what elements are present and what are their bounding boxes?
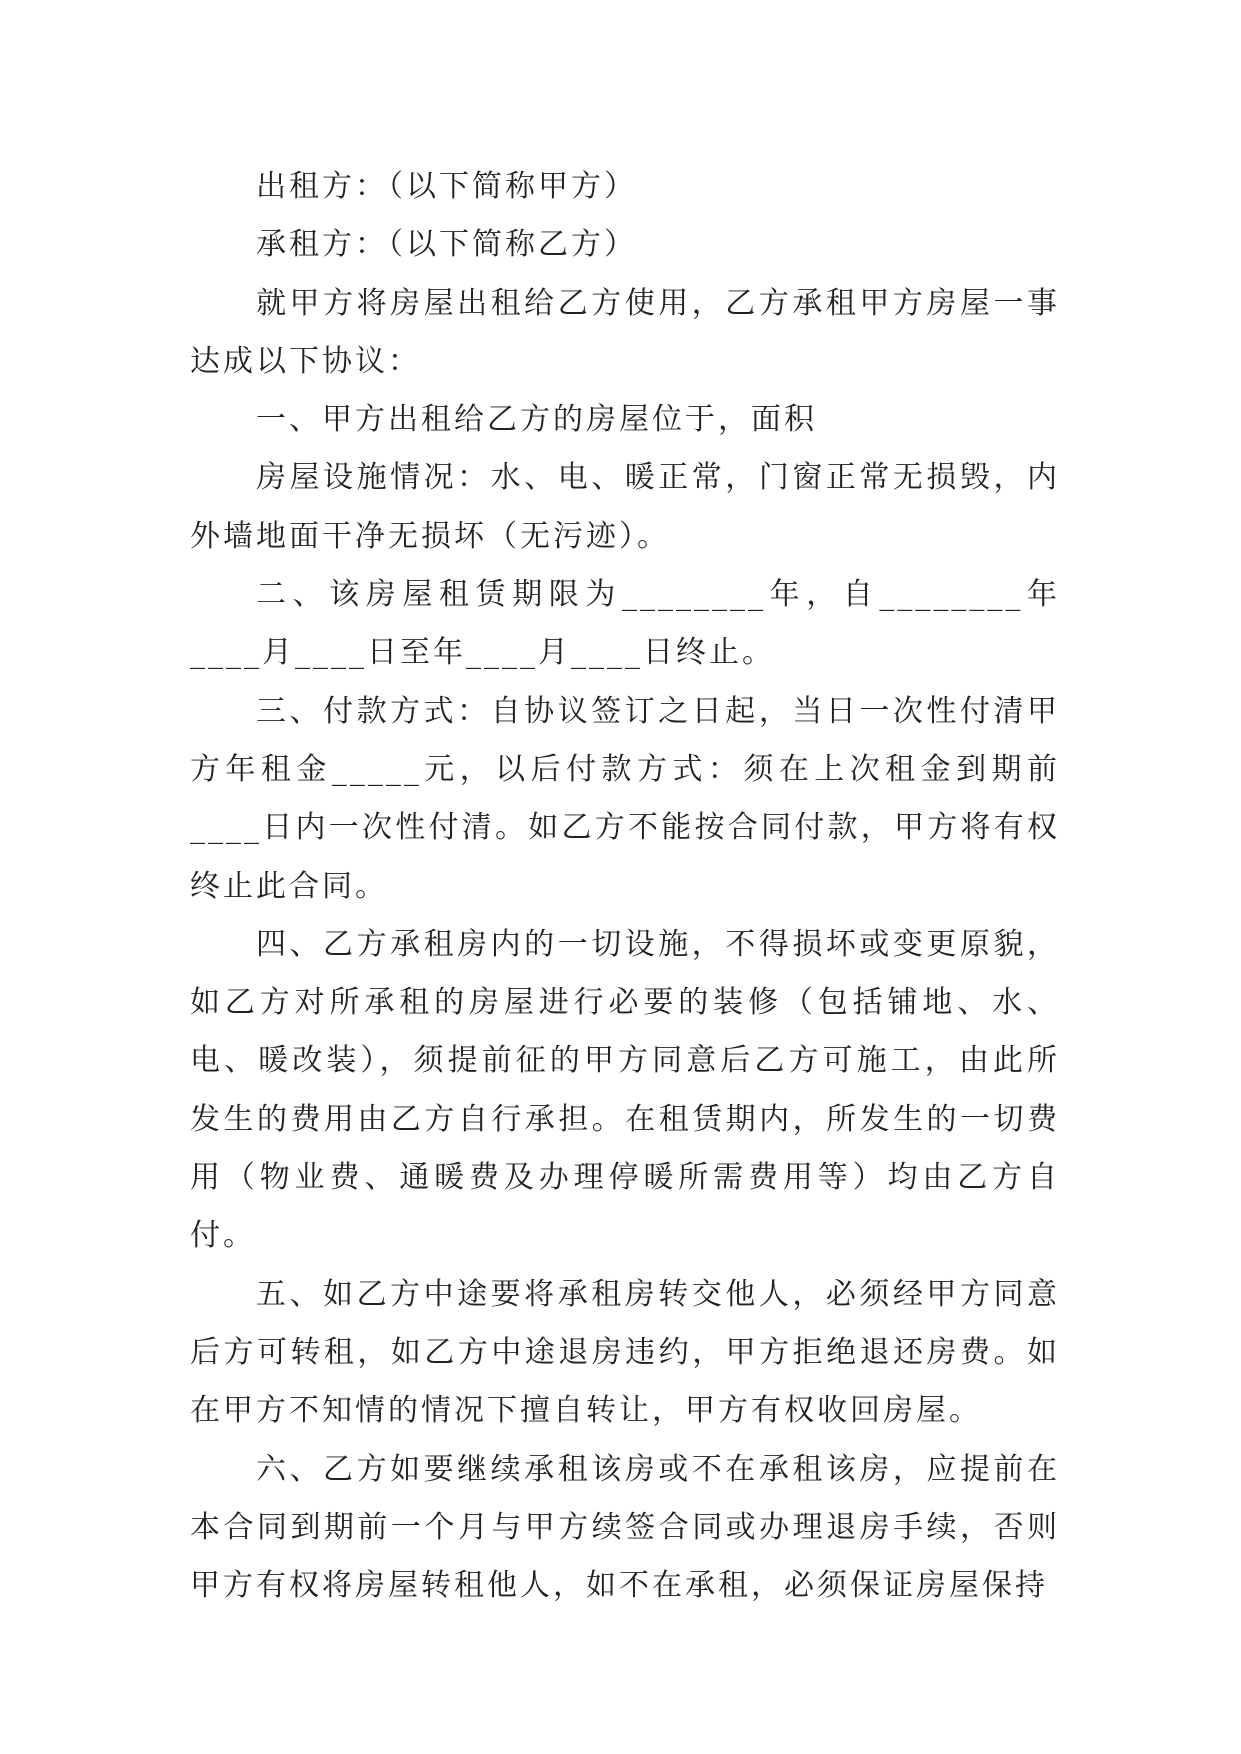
- paragraph-clause-2: 二、该房屋租赁期限为________年，自________年____月____日至年____月____日终止。: [190, 577, 1060, 671]
- paragraph-clause-6: 六、乙方如要继续承租该房或不在承租该房，应提前在本合同到期前一个月与甲方续签合同或办理退房手续，否则甲方有权将房屋转租他人，如不在承租，必须保证房屋保持: [190, 1451, 1060, 1604]
- paragraph-clause-1: 一、甲方出租给乙方的房屋位于，面积: [256, 402, 817, 438]
- paragraph-clause-3: 三、付款方式：自协议签订之日起，当日一次性付清甲方年租金_____元，以后付款方式：须在上次租金到期前____日内一次性付清。如乙方不能按合同付款，甲方将有权终止此合同。: [190, 693, 1060, 904]
- paragraph-preamble: 就甲方将房屋出租给乙方使用，乙方承租甲方房屋一事达成以下协议：: [190, 285, 1060, 379]
- paragraph-clause-4: 四、乙方承租房内的一切设施，不得损坏或变更原貌，如乙方对所承租的房屋进行必要的装修（包括铺地、水、电、暖改装），须提前征的甲方同意后乙方可施工，由此所发生的费用由乙方自行承担。在租赁期内，所发生的一切费用（物业费、通暖费及办理停暖所需费用等）均由乙方自付。: [190, 926, 1060, 1254]
- paragraph-lessor: 出租方：（以下简称甲方）: [256, 169, 637, 204]
- paragraph-clause-5: 五、如乙方中途要将承租房转交他人，必须经甲方同意后方可转租，如乙方中途退房违约，甲方拒绝退还房费。如在甲方不知情的情况下擅自转让，甲方有权收回房屋。: [190, 1276, 1060, 1429]
- paragraph-facilities: 房屋设施情况：水、电、暖正常，门窗正常无损毁，内外墙地面干净无损坏（无污迹）。: [190, 460, 1060, 554]
- document-page: [190, 158, 1060, 1615]
- paragraph-lessee: 承租方：（以下简称乙方）: [256, 227, 637, 263]
